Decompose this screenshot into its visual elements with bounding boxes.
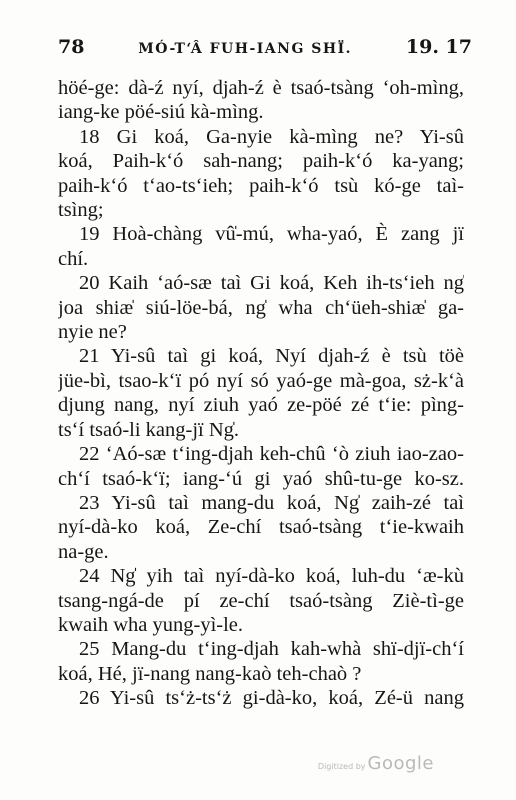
text-line: joa shiæ̍ siú-löe-bá, ng̍ wha ch‘üeh-shiæ̍ ga- [58,296,464,319]
text-line: ts‘í tsaó-li kang-jï Ng̍. [58,418,240,441]
text-line: tsang-ngá-de pí ze-chí tsaó-tsàng Ziè-tì-ge [58,589,464,612]
verse-25-start: 25 Mang-du t‘ing-djah kah-whà shï-djï-ch‘í [79,638,464,661]
page-body [58,76,464,711]
text-line: koá, Hé, jï-nang nang-kaò teh-chaò ? [58,662,362,685]
text-line: tsìng; [58,199,104,222]
verse-26-start: 26 Yi-sû ts‘ż-ts‘ż gi-dà-ko, koá, Zé-ü nang [79,687,464,710]
text-line: paih-k‘ó t‘ao-ts‘ieh; paih-k‘ó tsù kó-ge taì- [58,174,464,197]
text-line: chí. [58,247,89,270]
text-line: höé-ge: dà-ź nyí, djah-ź è tsaó-tsàng ‘oh-mìng, [58,77,464,99]
page-header [58,36,472,64]
chapter-verse-reference: 19. 17 [405,36,472,58]
text-line: na-ge. [58,540,109,563]
verse-21-start: 21 Yi-sû taì gi koá, Nyí djah-ź è tsù töè [79,345,464,368]
running-title: MÓ-T‘Â FUH-IANG SHÏ. [138,41,353,57]
watermark-prefix: Digitized by [317,762,366,771]
verse-24-start: 24 Ng̍ yih taì nyí-dà-ko koá, luh-du ‘æ-kù [79,565,464,588]
text-line: djung nang, nyí ziuh yaó ze-pöé zé t‘ie: pìng- [58,394,464,417]
verse-19-start: 19 Hoà-chàng vû̍-mú, wha-yaó, È zang jï [79,223,464,246]
verse-23-start: 23 Yi-sû taì mang-du koá, Ng̍ zaih-zé taì [79,491,464,514]
google-logo: Google [367,753,434,774]
verse-22-start: 22 ‘Aó-sæ t‘ing-djah keh-chû ‘ò ziuh iao-zao- [79,443,464,466]
digitized-by-google-watermark [318,753,434,774]
text-line: kwaih wha yung-yì-le. [58,613,244,636]
text-line: nyie ne? [58,321,127,344]
verse-18-start: 18 Gi koá, Ga-nyie kà-mìng ne? Yi-sû [79,125,464,148]
verse-20-start: 20 Kaih ‘aó-sæ taì Gi koá, Keh ih-ts‘ieh ng̍ [79,272,464,295]
text-line: iang-ke pöé-siú kà-mìng. [58,101,264,124]
text-line: ch‘í tsaó-k‘ï; iang-‘ú gi yaó shû-tu-ge ko-sz. [58,467,464,490]
text-line: koá, Paih-k‘ó sah-nang; paih-k‘ó ka-yang; [58,150,464,173]
page-number: 78 [58,36,85,58]
text-line: nyí-dà-ko koá, Ze-chí tsaó-tsàng t‘ie-kwaih [58,516,464,539]
text-line: jüe-bì, tsao-k‘ï pó nyí só yaó-ge mà-goa, sż-k‘à [58,369,464,392]
